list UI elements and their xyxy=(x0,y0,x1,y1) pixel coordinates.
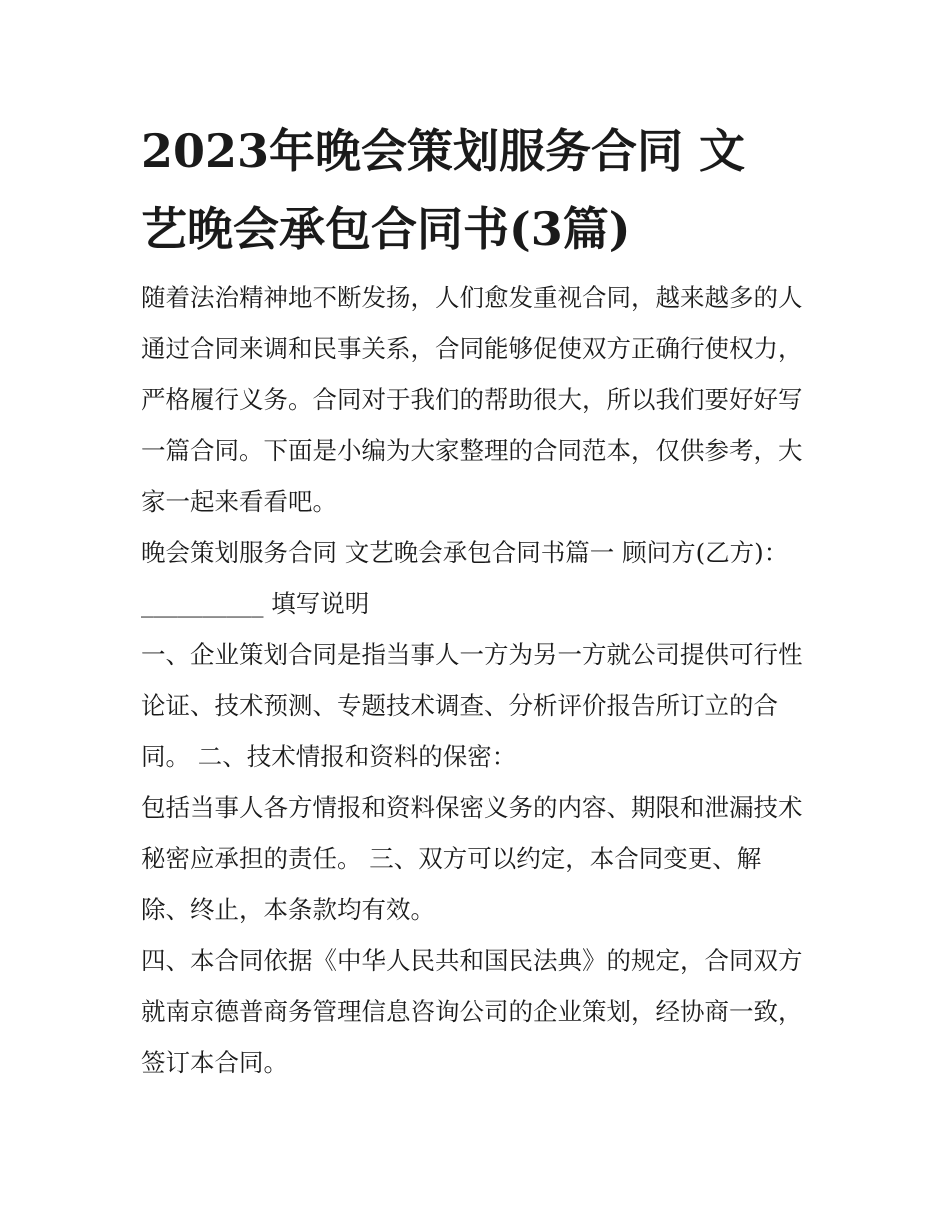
body-line: 同。 二、技术情报和资料的保密： xyxy=(141,742,517,771)
body-line: 严格履行义务。合同对于我们的帮助很大，所以我们要好好写 xyxy=(141,385,803,414)
body-line: __________ 填写说明 xyxy=(141,589,370,618)
body-line: 包括当事人各方情报和资料保密义务的内容、期限和泄漏技术 xyxy=(141,793,803,822)
body-line: 论证、技术预测、专题技术调查、分析评价报告所订立的合 xyxy=(141,691,778,720)
body-line: 除、终止，本条款均有效。 xyxy=(141,895,435,924)
body-line: 签订本合同。 xyxy=(141,1048,288,1077)
body-line: 通过合同来调和民事关系，合同能够促使双方正确行使权力， xyxy=(141,334,803,363)
body-line: 一篇合同。下面是小编为大家整理的合同范本，仅供参考，大 xyxy=(141,436,803,465)
body-line: 一、企业策划合同是指当事人一方为另一方就公司提供可行性 xyxy=(141,640,803,669)
body-line: 家一起来看看吧。 xyxy=(141,487,337,516)
body-line: 秘密应承担的责任。 三、双方可以约定，本合同变更、解 xyxy=(141,844,762,873)
title-line: 艺晚会承包合同书(3篇) xyxy=(141,202,631,256)
title-line: 2023年晚会策划服务合同 文 xyxy=(141,124,746,178)
body-line: 就南京德普商务管理信息咨询公司的企业策划，经协商一致， xyxy=(141,997,803,1026)
document-body xyxy=(141,272,821,1088)
body-line: 晚会策划服务合同 文艺晚会承包合同书篇一 顾问方(乙方)： xyxy=(141,538,789,567)
body-line: 随着法治精神地不断发扬，人们愈发重视合同，越来越多的人 xyxy=(141,283,803,312)
body-line: 四、本合同依据《中华人民共和国民法典》的规定，合同双方 xyxy=(141,946,803,975)
document-title xyxy=(141,112,821,268)
